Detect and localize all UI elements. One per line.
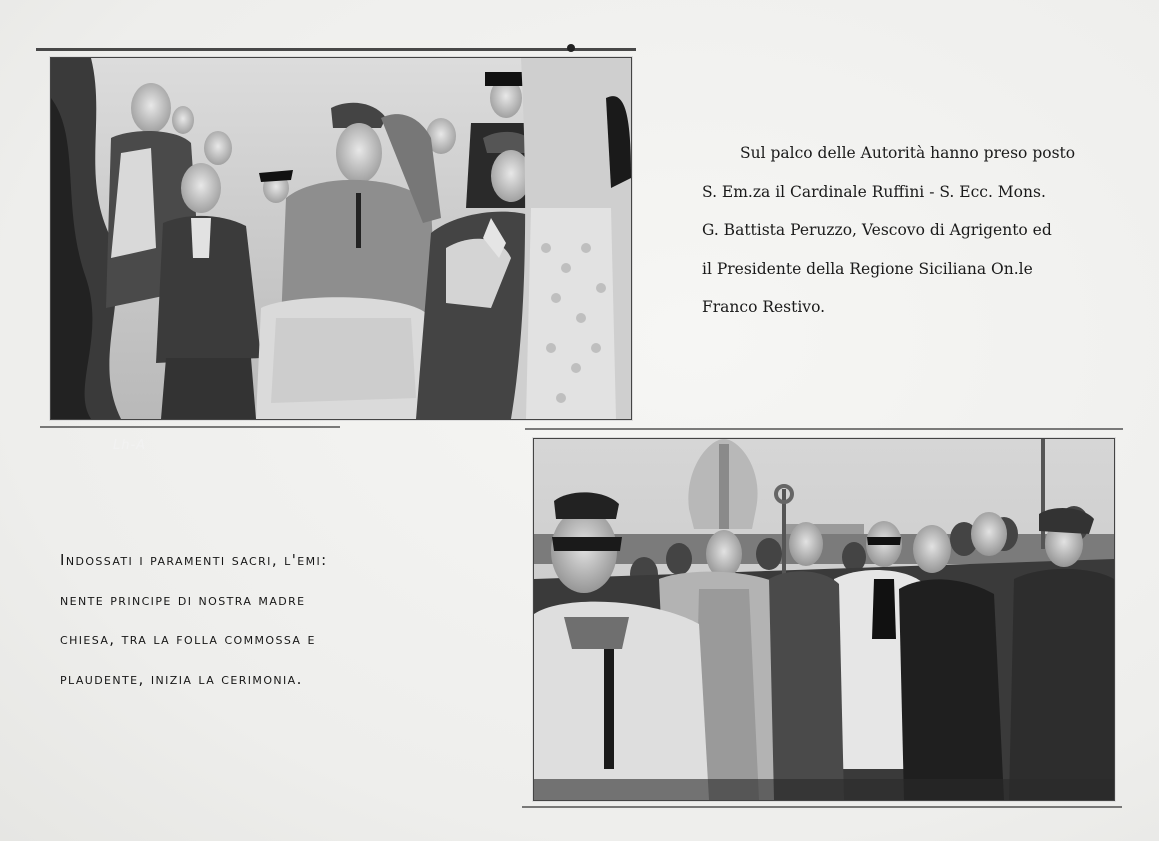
photo-dignitaries-on-stage <box>50 57 632 453</box>
caption-line: Franco Restivo. <box>702 298 826 316</box>
photo-inscription: Lh-A <box>113 438 147 453</box>
mounting-tape-top <box>36 48 636 51</box>
caption-line: plaudente, inizia la cerimonia. <box>60 669 303 688</box>
caption-line: nente principe di nostra madre <box>60 590 306 609</box>
caption-line: Sul palco delle Autorità hanno preso posto <box>740 144 1076 162</box>
caption-line: Indossati i paramenti sacri, l'emi: <box>60 551 328 569</box>
photo-ceremony-procession <box>533 438 1115 801</box>
caption-line: S. Em.za il Cardinale Ruffini - S. Ecc. Mons. <box>702 182 1046 201</box>
caption-authorities <box>702 134 1112 327</box>
mounting-tape-bottom <box>522 806 1122 808</box>
caption-line: il Presidente della Regione Siciliana On.le <box>702 259 1033 278</box>
caption-line: G. Battista Peruzzo, Vescovo di Agrigento ed <box>702 221 1052 239</box>
caption-line: chiesa, tra la folla commossa e <box>60 630 316 648</box>
mounting-tape-top-left <box>40 426 340 428</box>
mounting-tape-middle <box>525 428 1123 430</box>
caption-ceremony <box>60 541 480 699</box>
tack-mark <box>567 44 575 52</box>
